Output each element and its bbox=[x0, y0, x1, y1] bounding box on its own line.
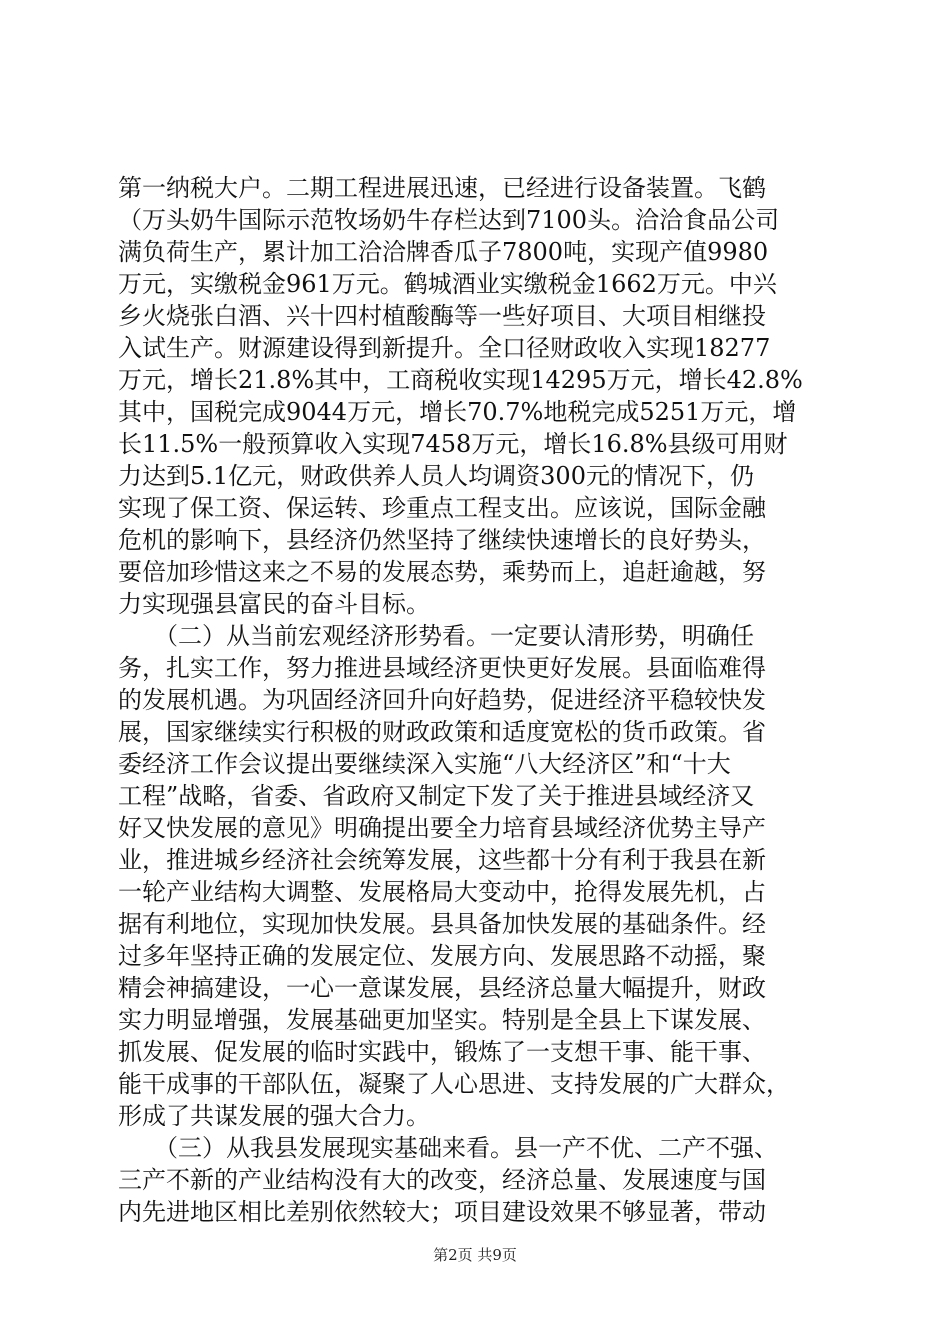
text-line: 能干成事的干部队伍，凝聚了人心思进、支持发展的广大群众， bbox=[118, 1070, 790, 1098]
text-line: 展，国家继续实行积极的财政政策和适度宽松的货币政策。省 bbox=[118, 718, 766, 746]
text-line: 业，推进城乡经济社会统筹发展，这些都十分有利于我县在新 bbox=[118, 846, 766, 874]
text-line: 万元，实缴税金961万元。鹤城酒业实缴税金1662万元。中兴 bbox=[118, 270, 777, 298]
text-line: 力实现强县富民的奋斗目标。 bbox=[118, 590, 430, 618]
text-line: 入试生产。财源建设得到新提升。全口径财政收入实现18277 bbox=[118, 334, 771, 362]
text-line: 三产不新的产业结构没有大的改变，经济总量、发展速度与国 bbox=[118, 1166, 766, 1194]
text-line: 一轮产业结构大调整、发展格局大变动中，抢得发展先机，占 bbox=[118, 878, 766, 906]
text-line: 形成了共谋发展的强大合力。 bbox=[118, 1102, 430, 1130]
text-line: （万头奶牛国际示范牧场奶牛存栏达到7100头。洽洽食品公司 bbox=[118, 206, 780, 234]
text-line: 实力明显增强，发展基础更加坚实。特别是全县上下谋发展、 bbox=[118, 1006, 766, 1034]
page-footer: 第2页 共9页 bbox=[433, 1246, 517, 1264]
text-line: 抓发展、促发展的临时实践中，锻炼了一支想干事、能干事、 bbox=[118, 1038, 766, 1066]
text-line: 工程”战略，省委、省政府又制定下发了关于推进县域经济又 bbox=[118, 782, 755, 810]
text-line: 实现了保工资、保运转、珍重点工程支出。应该说，国际金融 bbox=[118, 494, 766, 522]
text-line: 乡火烧张白酒、兴十四村植酸酶等一些好项目、大项目相继投 bbox=[118, 302, 766, 330]
text-line: 要倍加珍惜这来之不易的发展态势，乘势而上，追赶逾越，努 bbox=[118, 558, 766, 586]
text-line: （三）从我县发展现实基础来看。县一产不优、二产不强、 bbox=[118, 1134, 778, 1162]
text-line: 据有利地位，实现加快发展。县具备加快发展的基础条件。经 bbox=[118, 910, 766, 938]
text-line: 长11.5%一般预算收入实现7458万元，增长16.8%县级可用财 bbox=[118, 430, 788, 458]
text-line: 的发展机遇。为巩固经济回升向好趋势，促进经济平稳较快发 bbox=[118, 686, 766, 714]
text-line: 满负荷生产，累计加工洽洽牌香瓜子7800吨，实现产值9980 bbox=[118, 238, 769, 266]
text-line: 好又快发展的意见》明确提出要全力培育县域经济优势主导产 bbox=[118, 814, 766, 842]
text-line: 委经济工作会议提出要继续深入实施“八大经济区”和“十大 bbox=[118, 750, 731, 778]
body-text bbox=[118, 172, 838, 1228]
text-line: 万元，增长21.8%其中，工商税收实现14295万元，增长42.8% bbox=[118, 366, 803, 394]
text-line: 内先进地区相比差别依然较大；项目建设效果不够显著，带动 bbox=[118, 1198, 766, 1226]
text-line: 精会神搞建设，一心一意谋发展，县经济总量大幅提升，财政 bbox=[118, 974, 766, 1002]
text-line: （二）从当前宏观经济形势看。一定要认清形势，明确任 bbox=[118, 622, 754, 650]
text-line: 其中，国税完成9044万元，增长70.7%地税完成5251万元，增 bbox=[118, 398, 797, 426]
text-line: 务，扎实工作，努力推进县域经济更快更好发展。县面临难得 bbox=[118, 654, 766, 682]
text-line: 过多年坚持正确的发展定位、发展方向、发展思路不动摇，聚 bbox=[118, 942, 766, 970]
text-line: 力达到5.1亿元，财政供养人员人均调资300元的情况下，仍 bbox=[118, 462, 754, 490]
text-line: 危机的影响下，县经济仍然坚持了继续快速增长的良好势头， bbox=[118, 526, 766, 554]
text-line: 第一纳税大户。二期工程进展迅速，已经进行设备装置。飞鹤 bbox=[118, 174, 766, 202]
